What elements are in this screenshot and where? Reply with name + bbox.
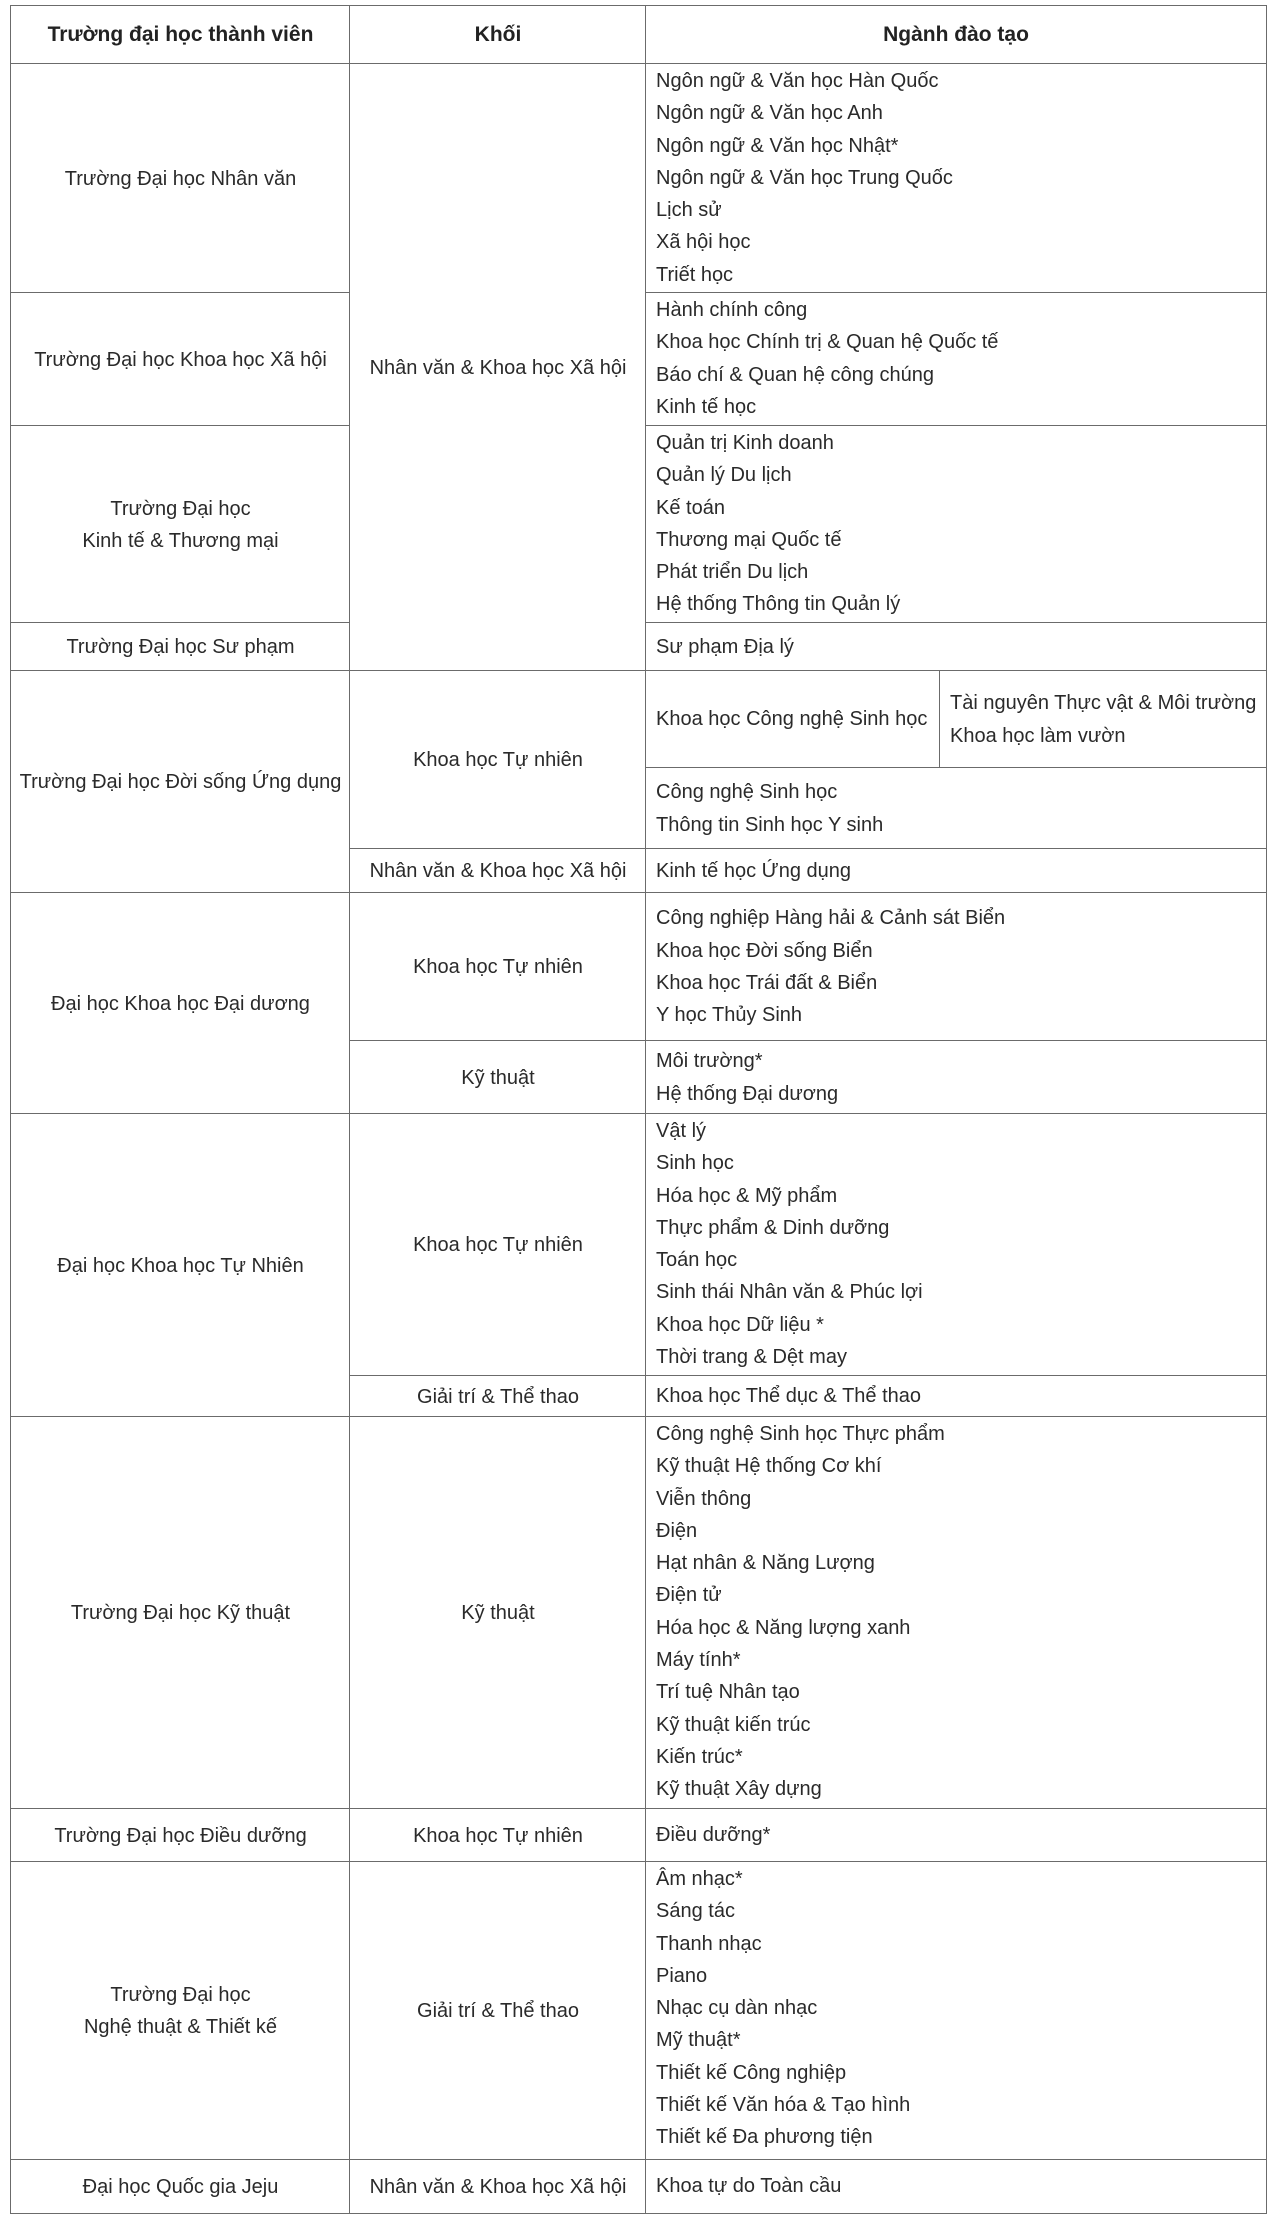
majors-cell [645,425,1267,624]
major-item: Kỹ thuật Xây dựng [656,1778,822,1801]
majors-cell [645,292,1267,427]
major-item: Ngôn ngữ & Văn học Hàn Quốc [656,70,939,92]
school-name-line: Trường Đại học Nhân văn [64,167,297,190]
majors-cell [645,892,1267,1042]
header-school: Trường đại học thành viên [10,5,351,65]
majors-cell [645,767,1267,850]
header-majors: Ngành đào tạo [645,5,1267,65]
major-item: Kỹ thuật Hệ thống Cơ khí [656,1455,882,1478]
school-cell [10,892,351,1115]
major-item: Viễn thông [656,1487,752,1510]
major-item: Máy tính* [656,1649,741,1672]
major-item: Quản lý Du lịch [656,464,792,487]
school-cell [10,2159,351,2214]
major-item: Piano [656,1964,708,1987]
majors-cell [645,63,1267,294]
major-item: Thiết kế Đa phương tiện [656,2126,873,2149]
block-cell: Kỹ thuật [349,1040,647,1115]
majors-cell [645,1861,1267,2161]
majors-cell [645,1416,1267,1810]
major-item: Toán học [656,1249,738,1272]
majors-cell [645,1808,1267,1863]
major-item: Hóa học & Mỹ phẩm [656,1184,838,1207]
school-name-line: Trường Đại học [110,1984,251,2006]
school-cell [10,1861,351,2161]
major-item: Sư phạm Địa lý [656,635,794,658]
major-item: Khoa tự do Toàn cầu [656,2175,842,2198]
major-item: Kiến trúc* [656,1745,743,1768]
school-cell [10,1808,351,1863]
major-item: Hệ thống Đại dương [656,1082,839,1105]
majors-cell [645,848,1267,894]
school-cell [10,1416,351,1810]
major-item: Sinh thái Nhân văn & Phúc lợi [656,1281,923,1304]
majors-cell [939,670,1267,769]
major-item: Vật lý [656,1120,707,1142]
major-item: Ngôn ngữ & Văn học Anh [656,102,883,125]
major-item: Tài nguyên Thực vật & Môi trường [950,692,1257,715]
major-item: Thực phẩm & Dinh dưỡng [656,1216,890,1239]
school-name-line: Trường Đại học Kỹ thuật [70,1602,291,1624]
block-cell: Nhân văn & Khoa học Xã hội [349,63,647,672]
major-item: Khoa học Dữ liệu * [656,1313,824,1336]
major-item: Thời trang & Dệt may [656,1346,847,1369]
major-item: Hạt nhân & Năng Lượng [656,1552,875,1575]
school-name-line: Trường Đại học Điều dưỡng [54,1824,307,1847]
major-item: Hóa học & Năng lượng xanh [656,1616,911,1639]
majors-cell [645,1040,1267,1115]
block-cell: Khoa học Tự nhiên [349,892,647,1042]
major-item: Kế toán [656,496,725,519]
header-block: Khối [349,5,647,65]
major-item: Hành chính công [656,299,808,321]
major-item: Hệ thống Thông tin Quản lý [656,593,901,616]
major-item: Thương mại Quốc tế [656,528,842,551]
major-item: Điều dưỡng* [656,1824,771,1847]
majors-cell [645,2159,1267,2214]
block-cell: Khoa học Tự nhiên [349,1113,647,1377]
school-cell [10,670,351,894]
major-item: Sinh học [656,1152,734,1175]
block-cell: Khoa học Tự nhiên [349,670,647,850]
major-item: Báo chí & Quan hệ công chúng [656,363,934,386]
school-cell [10,1113,351,1418]
major-item: Kinh tế học Ứng dụng [656,859,851,882]
school-cell [10,63,351,294]
school-name-line: Trường Đại học Sư phạm [66,636,295,658]
majors-cell [645,670,941,769]
school-cell [10,292,351,427]
block-cell: Kỹ thuật [349,1416,647,1810]
major-item: Kinh tế học [656,395,757,418]
major-item: Ngôn ngữ & Văn học Trung Quốc [656,166,953,189]
major-item: Phát triển Du lịch [656,561,809,584]
major-item: Khoa học Thể dục & Thể thao [656,1385,922,1408]
major-item: Khoa học Chính trị & Quan hệ Quốc tế [656,331,999,354]
school-name-line: Đại học Khoa học Tự Nhiên [57,1254,304,1277]
major-item: Trí tuệ Nhân tạo [656,1681,800,1704]
major-item: Điện tử [656,1584,722,1607]
school-name-line: Trường Đại học [110,497,251,520]
school-name-line: Trường Đại học Đời sống Ứng dụng [19,771,342,793]
major-item: Khoa học làm vườn [950,724,1126,747]
majors-cell [645,1113,1267,1377]
major-item: Thông tin Sinh học Y sinh [656,813,884,836]
major-item: Môi trường* [656,1050,763,1073]
block-cell: Giải trí & Thể thao [349,1861,647,2161]
major-item: Quản trị Kinh doanh [656,432,834,454]
school-name-line: Đại học Khoa học Đại dương [51,992,310,1015]
major-item: Kỹ thuật kiến trúc [656,1713,811,1736]
major-item: Thiết kế Văn hóa & Tạo hình [656,2094,911,2117]
major-item: Công nghệ Sinh học [656,781,838,804]
major-item: Âm nhạc* [656,1868,743,1890]
major-item: Mỹ thuật* [656,2029,741,2052]
block-cell: Nhân văn & Khoa học Xã hội [349,2159,647,2214]
major-item: Y học Thủy Sinh [656,1004,803,1027]
majors-cell [645,622,1267,672]
major-item: Lịch sử [656,199,722,222]
block-cell: Nhân văn & Khoa học Xã hội [349,848,647,894]
major-item: Triết học [656,263,734,286]
major-item: Ngôn ngữ & Văn học Nhật* [656,134,899,157]
major-item: Nhạc cụ dàn nhạc [656,1997,818,2020]
major-item: Công nghiệp Hàng hải & Cảnh sát Biển [656,907,1006,930]
majors-cell [645,1375,1267,1418]
school-cell [10,622,351,672]
block-cell: Giải trí & Thể thao [349,1375,647,1418]
major-item: Xã hội học [656,231,751,254]
major-item: Khoa học Trái đất & Biển [656,972,878,994]
major-item: Khoa học Đời sống Biển [656,939,873,962]
major-item: Khoa học Công nghệ Sinh học [656,708,928,731]
major-item: Điện [656,1519,698,1542]
block-cell: Khoa học Tự nhiên [349,1808,647,1863]
school-name-line: Đại học Quốc gia Jeju [82,2175,279,2198]
major-item: Sáng tác [656,1900,735,1923]
major-item: Công nghệ Sinh học Thực phẩm [656,1423,945,1445]
major-item: Thiết kế Công nghiệp [656,2061,847,2084]
school-name-line: Trường Đại học Khoa học Xã hội [34,348,327,371]
major-item: Thanh nhạc [656,1932,762,1955]
school-name-line: Kinh tế & Thương mại [82,529,279,552]
school-name-line: Nghệ thuật & Thiết kế [83,2016,278,2038]
school-cell [10,425,351,624]
